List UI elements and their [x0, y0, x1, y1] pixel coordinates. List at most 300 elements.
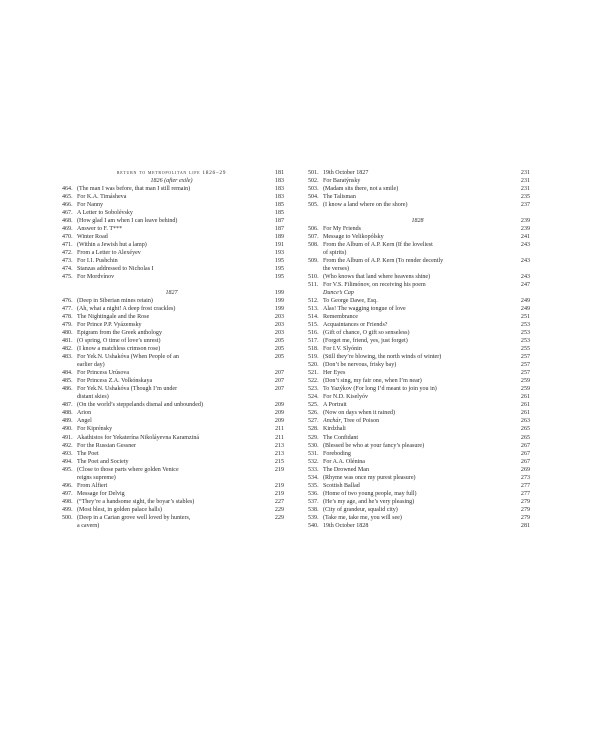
- entry-number: 489.: [62, 418, 73, 425]
- page-number: 227: [274, 498, 284, 505]
- toc-entry: [62, 305, 284, 313]
- page-number: 185: [274, 202, 284, 209]
- entry-title: For My Friends: [323, 226, 361, 233]
- entry-number: 491.: [62, 434, 73, 441]
- entry-number: 496.: [62, 482, 73, 489]
- entry-title: For Nanny: [77, 202, 104, 209]
- heading-text: 1828: [411, 218, 424, 225]
- entry-title: (Deep in a Carian grove well loved by hunters,: [77, 514, 191, 521]
- entry-title: For N.D. Kiselyóv: [323, 394, 369, 401]
- toc-entry: [308, 257, 530, 265]
- toc-entry: [62, 337, 284, 345]
- entry-title: (He’s my age, and he’s very pleasing): [323, 498, 415, 505]
- entry-number: 515.: [308, 322, 319, 329]
- entry-title: For V.S. Filimónov, on receiving his poem: [323, 282, 426, 289]
- page-number: 237: [520, 202, 530, 209]
- section-gap: [62, 281, 284, 289]
- toc-entry: [62, 417, 284, 425]
- page-number: 207: [274, 386, 284, 393]
- entry-title: 19th October 1828: [323, 522, 369, 529]
- page-number: 253: [520, 322, 530, 329]
- entry-number: 527.: [308, 418, 319, 425]
- toc-entry: [62, 345, 284, 353]
- entry-number: 478.: [62, 314, 73, 321]
- page-number: 255: [520, 346, 530, 353]
- entry-title: Epigram from the Greek anthology: [77, 330, 162, 337]
- entry-title: (Forget me, friend, yes, just forget): [323, 338, 408, 345]
- entry-number: 534.: [308, 474, 319, 481]
- entry-number: 509.: [308, 258, 319, 265]
- page-number: 209: [274, 410, 284, 417]
- entry-title: (Rhyme was once my purest pleasure): [323, 474, 416, 481]
- entry-title: For K.A. Timásheva: [77, 194, 127, 201]
- entry-title: For I.I. Pushchin: [77, 258, 118, 265]
- toc-entry: [62, 369, 284, 377]
- toc-entry-continuation: [62, 474, 284, 482]
- page-number: 209: [274, 402, 284, 409]
- entry-title: Foreboding: [323, 450, 351, 457]
- entry-title: (Now on days when it rained): [323, 410, 396, 417]
- section-heading: [308, 217, 530, 225]
- page-number: 203: [274, 314, 284, 321]
- toc-entry: [62, 217, 284, 225]
- toc-entry: [308, 193, 530, 201]
- entry-title: (Don’t be nervous, frisky bay): [323, 362, 397, 369]
- page-number: 199: [274, 306, 284, 313]
- entry-subtitle: Dunce’s Cap: [323, 290, 354, 297]
- toc-entry: [62, 442, 284, 450]
- page-number: 239: [520, 218, 530, 225]
- page-number: 253: [520, 330, 530, 337]
- page-number: 195: [274, 258, 284, 265]
- entry-title: (I know a land where on the shore): [323, 202, 408, 209]
- entry-number: 523.: [308, 386, 319, 393]
- entry-number: 493.: [62, 450, 73, 457]
- toc-entry: [308, 474, 530, 482]
- entry-title: Acquaintances or Friends?: [323, 322, 388, 329]
- page-number: 273: [520, 474, 530, 481]
- toc-entry: [308, 185, 530, 193]
- page-number: 205: [274, 354, 284, 361]
- page-number: 277: [520, 490, 530, 497]
- entry-number: 467.: [62, 210, 73, 217]
- page-number: 195: [274, 274, 284, 281]
- entry-number: 487.: [62, 402, 73, 409]
- entry-title: Message to Velikopólsky: [323, 234, 384, 241]
- page-number: 251: [520, 314, 530, 321]
- entry-title: Answer to F. T***: [77, 226, 123, 233]
- entry-title: (Still they’re blowing, the north winds of winter): [323, 354, 442, 361]
- page-number: 203: [274, 322, 284, 329]
- entry-title: (Ah, what a night! A deep frost crackles): [77, 306, 176, 313]
- page-number: 195: [274, 266, 284, 273]
- entry-number: 494.: [62, 458, 73, 465]
- entry-number: 511.: [308, 282, 319, 289]
- entry-number: 464.: [62, 186, 73, 193]
- page-number: 243: [520, 242, 530, 249]
- entry-number: 518.: [308, 346, 319, 353]
- page-number: 261: [520, 402, 530, 409]
- entry-title: The Confidant: [323, 434, 359, 441]
- entry-title: Angel: [77, 418, 92, 425]
- page-number: 253: [520, 338, 530, 345]
- entry-number: 483.: [62, 354, 73, 361]
- entry-title: Kirdzhali: [323, 426, 346, 433]
- entry-number: 530.: [308, 442, 319, 449]
- page-number: 181: [274, 170, 284, 176]
- page-number: 211: [275, 426, 284, 433]
- toc-entry: [308, 434, 530, 442]
- entry-number: 513.: [308, 306, 319, 313]
- entry-title: Message for Delvig: [77, 490, 125, 497]
- entry-number: 510.: [308, 274, 319, 281]
- toc-entry: [308, 369, 530, 377]
- entry-title: (Who knows that land where heavens shine): [323, 274, 431, 281]
- page-number: 243: [520, 258, 530, 265]
- entry-title-continued: a cavern): [77, 522, 100, 529]
- entry-number: 476.: [62, 298, 73, 305]
- toc-entry: [308, 458, 530, 466]
- entry-number: 514.: [308, 314, 319, 321]
- page-number: 183: [274, 186, 284, 193]
- entry-title: (The man I was before, that man I still remain): [77, 186, 191, 193]
- page-number: 183: [274, 194, 284, 201]
- page-number: 203: [274, 330, 284, 337]
- section-heading: [62, 169, 284, 177]
- entry-title: [323, 417, 512, 425]
- page-number: 231: [520, 170, 530, 176]
- entry-number: 482.: [62, 346, 73, 353]
- entry-title: The Talisman: [323, 194, 356, 201]
- toc-entry: [62, 401, 284, 409]
- entry-title: Winter Road: [77, 234, 108, 241]
- toc-entry-continuation: [62, 522, 284, 530]
- page-number: 219: [274, 482, 284, 489]
- entry-number: 504.: [308, 194, 319, 201]
- entry-title: From Alfieri: [77, 482, 108, 489]
- entry-number: 484.: [62, 370, 73, 377]
- entry-title: For Kiprénsky: [77, 426, 113, 433]
- page-number: 239: [520, 226, 530, 233]
- entry-title: From a Letter to Alexéyev: [77, 250, 141, 257]
- entry-number: 506.: [308, 226, 319, 233]
- entry-title-continued: reigns supreme): [77, 474, 116, 481]
- entry-title: (Don’t sing, my fair one, when I’m near): [323, 378, 422, 385]
- toc-entry: [62, 409, 284, 417]
- entry-number: 531.: [308, 450, 319, 457]
- page-number: 187: [274, 226, 284, 233]
- page-number: 267: [520, 458, 530, 465]
- section-heading: [62, 289, 284, 297]
- section-gap: [308, 209, 530, 217]
- toc-entry-continuation: [308, 249, 530, 257]
- toc-entry: [62, 353, 284, 361]
- page-number: 199: [274, 290, 284, 297]
- toc-entry-continuation: [308, 265, 530, 273]
- entry-title: For the Russian Gessner: [77, 442, 136, 449]
- toc-entry: [62, 225, 284, 233]
- entry-title: (O spring, O time of love’s unrest): [77, 338, 161, 345]
- toc-entry: [308, 297, 530, 305]
- page-number: 265: [520, 426, 530, 433]
- toc-entry: [308, 498, 530, 506]
- entry-title: A Portrait: [323, 402, 347, 409]
- page-number: 243: [520, 274, 530, 281]
- entry-number: 529.: [308, 434, 319, 441]
- heading-text: return to metropolitan life 1826–29: [116, 170, 227, 176]
- page-number: 207: [274, 378, 284, 385]
- toc-entry: [308, 345, 530, 353]
- toc-entry: [62, 434, 284, 442]
- entry-number: 508.: [308, 242, 319, 249]
- page-number: 281: [520, 522, 530, 529]
- page-number: 183: [274, 178, 284, 185]
- entry-number: 497.: [62, 490, 73, 497]
- entry-title: (How glad I am when I can leave behind): [77, 218, 178, 225]
- entry-title: To Yazýkov (For long I’d meant to join you in): [323, 386, 437, 393]
- heading-text: 1827: [165, 290, 178, 297]
- entry-title: The Poet and Society: [77, 458, 129, 465]
- toc-subtitle: [308, 289, 530, 297]
- entry-title: For Yek.N. Ushakóva (Though I’m under: [77, 386, 178, 393]
- page-number: 279: [520, 506, 530, 513]
- page-number: 231: [520, 178, 530, 185]
- toc-entry: [308, 201, 530, 209]
- entry-number: 505.: [308, 202, 319, 209]
- entry-number: 475.: [62, 274, 73, 281]
- page-number: 207: [274, 370, 284, 377]
- page-number: 213: [274, 450, 284, 457]
- toc-entry: [62, 257, 284, 265]
- entry-number: 507.: [308, 234, 319, 241]
- entry-title: (Take me, take me, you will see): [323, 514, 402, 521]
- entry-number: 471.: [62, 242, 73, 249]
- entry-number: 490.: [62, 426, 73, 433]
- entry-title: (Home of two young people, may full): [323, 490, 417, 497]
- toc-entry: [308, 482, 530, 490]
- entry-title-continued: the verses): [323, 266, 350, 273]
- page-number: 191: [274, 242, 284, 249]
- entry-title: (“They’re a handsome sight, the boyar’s stables): [77, 498, 195, 505]
- entry-number: 522.: [308, 378, 319, 385]
- entry-title: For I.V. Slyónin: [323, 346, 362, 353]
- entry-number: 466.: [62, 202, 73, 209]
- entry-number: 485.: [62, 378, 73, 385]
- toc-entry: [308, 401, 530, 409]
- entry-number: 488.: [62, 410, 73, 417]
- entry-title-rest: , Tree of Poison: [340, 418, 380, 425]
- entry-number: 521.: [308, 370, 319, 377]
- toc-entry: [308, 490, 530, 498]
- entry-title: Alas! The wagging tongue of love: [323, 306, 406, 313]
- page-number: 267: [520, 442, 530, 449]
- toc-entry: [308, 329, 530, 337]
- entry-number: 477.: [62, 306, 73, 313]
- entry-title: (Close to those parts where golden Venice: [77, 466, 179, 473]
- page-number: 261: [520, 410, 530, 417]
- entry-title: The Poet: [77, 450, 99, 457]
- toc-entry: [62, 329, 284, 337]
- entry-title: From the Album of A.P. Kern (To render decently: [323, 258, 444, 265]
- page-number: 231: [520, 186, 530, 193]
- entry-number: 502.: [308, 178, 319, 185]
- entry-title: Arion: [77, 410, 92, 417]
- entry-title: (Most blest, in golden palace halls): [77, 506, 162, 513]
- entry-number: 492.: [62, 442, 73, 449]
- toc-entry: [62, 297, 284, 305]
- entry-title: Stanzas addressed to Nicholas I: [77, 266, 154, 273]
- toc-entry: [62, 482, 284, 490]
- toc-entry-continuation: [62, 361, 284, 369]
- toc-entry: [308, 466, 530, 474]
- toc-entry: [308, 169, 530, 177]
- toc-entry: [308, 377, 530, 385]
- entry-title: (I know a matchless crimson rose): [77, 346, 161, 353]
- page-number: 261: [520, 394, 530, 401]
- toc-entry: [62, 313, 284, 321]
- entry-number: 524.: [308, 394, 319, 401]
- entry-number: 535.: [308, 482, 319, 489]
- entry-title: Scottish Ballad: [323, 482, 360, 489]
- page-number: 249: [520, 306, 530, 313]
- entry-number: 495.: [62, 466, 73, 473]
- toc-entry: [62, 249, 284, 257]
- entry-title: 19th October 1827: [323, 170, 369, 176]
- page-number: 229: [274, 514, 284, 521]
- page-number: 185: [274, 210, 284, 217]
- entry-title: The Drowned Man: [323, 466, 370, 473]
- entry-number: 540.: [308, 522, 319, 529]
- entry-title: (Blessed be who at your fancy’s pleasure): [323, 442, 425, 449]
- toc-entry: [62, 193, 284, 201]
- entry-number: 480.: [62, 330, 73, 337]
- page-number: 209: [274, 418, 284, 425]
- toc-entry: [308, 273, 530, 281]
- entry-title-italic: Anchár: [323, 418, 341, 425]
- toc-entry-continuation: [62, 393, 284, 401]
- page-number: 263: [520, 418, 530, 425]
- entry-number: 517.: [308, 338, 319, 345]
- entry-title-continued: earlier day): [77, 362, 105, 369]
- entry-title: (Deep in Siberian mines retain): [77, 298, 153, 305]
- toc-entry: [308, 425, 530, 433]
- entry-number: 473.: [62, 258, 73, 265]
- entry-title: For Baratýnsky: [323, 178, 361, 185]
- toc-entry: [62, 233, 284, 241]
- page-number: 219: [274, 466, 284, 473]
- entry-number: 468.: [62, 218, 73, 225]
- page-number: 189: [274, 234, 284, 241]
- entry-title: To George Dawe, Esq.: [323, 298, 378, 305]
- page-number: 269: [520, 466, 530, 473]
- entry-number: 539.: [308, 514, 319, 521]
- toc-entry: [308, 281, 530, 289]
- entry-number: 465.: [62, 194, 73, 201]
- entry-number: 500.: [62, 514, 73, 521]
- entry-title: (On the world’s steppelands dismal and unbounded): [77, 402, 203, 409]
- toc-entry: [308, 385, 530, 393]
- toc-entry: [308, 225, 530, 233]
- toc-entry: [308, 305, 530, 313]
- toc-right-column: [308, 169, 530, 530]
- toc-entry: [308, 177, 530, 185]
- page-number: 215: [274, 458, 284, 465]
- toc-entry: [308, 241, 530, 249]
- entry-title: (Madam sits there, not a smile): [323, 186, 399, 193]
- page-number: 205: [274, 338, 284, 345]
- toc-entry: [308, 393, 530, 401]
- toc-entry: [62, 498, 284, 506]
- toc-entry: [308, 353, 530, 361]
- toc-entry: [62, 201, 284, 209]
- entry-number: 519.: [308, 354, 319, 361]
- entry-number: 499.: [62, 506, 73, 513]
- entry-title: A Letter to Sobolévsky: [77, 210, 133, 217]
- entry-number: 486.: [62, 386, 73, 393]
- toc-entry: [308, 233, 530, 241]
- entry-title: Remembrance: [323, 314, 358, 321]
- page-number: 257: [520, 370, 530, 377]
- entry-title: (Within a Jewish hut a lamp): [77, 242, 147, 249]
- page-number: 277: [520, 482, 530, 489]
- page-number: 249: [520, 298, 530, 305]
- entry-number: 538.: [308, 506, 319, 513]
- entry-number: 474.: [62, 266, 73, 273]
- entry-number: 532.: [308, 458, 319, 465]
- page-number: 241: [520, 234, 530, 241]
- entry-title: (City of grandeur, squalid city): [323, 506, 398, 513]
- entry-number: 537.: [308, 498, 319, 505]
- toc-entry: [308, 313, 530, 321]
- entry-title: For A.A. Olénina: [323, 458, 365, 465]
- toc-entry: [62, 377, 284, 385]
- page-number: 205: [274, 346, 284, 353]
- page-number: 199: [274, 298, 284, 305]
- entry-number: 470.: [62, 234, 73, 241]
- toc-entry: [62, 385, 284, 393]
- entry-number: 525.: [308, 402, 319, 409]
- toc-entry: [308, 514, 530, 522]
- entry-number: 536.: [308, 490, 319, 497]
- entry-number: 533.: [308, 466, 319, 473]
- entry-number: 498.: [62, 498, 73, 505]
- page-number: 257: [520, 354, 530, 361]
- page-number: 187: [274, 218, 284, 225]
- entry-number: 526.: [308, 410, 319, 417]
- page-number: 279: [520, 498, 530, 505]
- toc-entry: [62, 514, 284, 522]
- page-number: 257: [520, 362, 530, 369]
- entry-number: 528.: [308, 426, 319, 433]
- toc-entry: [62, 209, 284, 217]
- page-number: 229: [274, 506, 284, 513]
- entry-number: 469.: [62, 226, 73, 233]
- entry-number: 520.: [308, 362, 319, 369]
- page-number: 247: [520, 282, 530, 289]
- entry-title-continued: of spirits): [323, 250, 347, 257]
- entry-title: From the Album of A.P. Kern (If the loveliest: [323, 242, 433, 249]
- entry-number: 501.: [308, 170, 319, 176]
- toc-entry: [62, 425, 284, 433]
- entry-number: 503.: [308, 186, 319, 193]
- toc-entry: [62, 506, 284, 514]
- page-number: 211: [275, 434, 284, 441]
- toc-entry: [62, 185, 284, 193]
- entry-title: For Princess Z.A. Volkónskaya: [77, 378, 153, 385]
- toc-entry: [62, 490, 284, 498]
- toc-entry: [62, 265, 284, 273]
- entry-title: Akathistos for Yekaterína Nikoláyevna Karamziná: [77, 434, 200, 441]
